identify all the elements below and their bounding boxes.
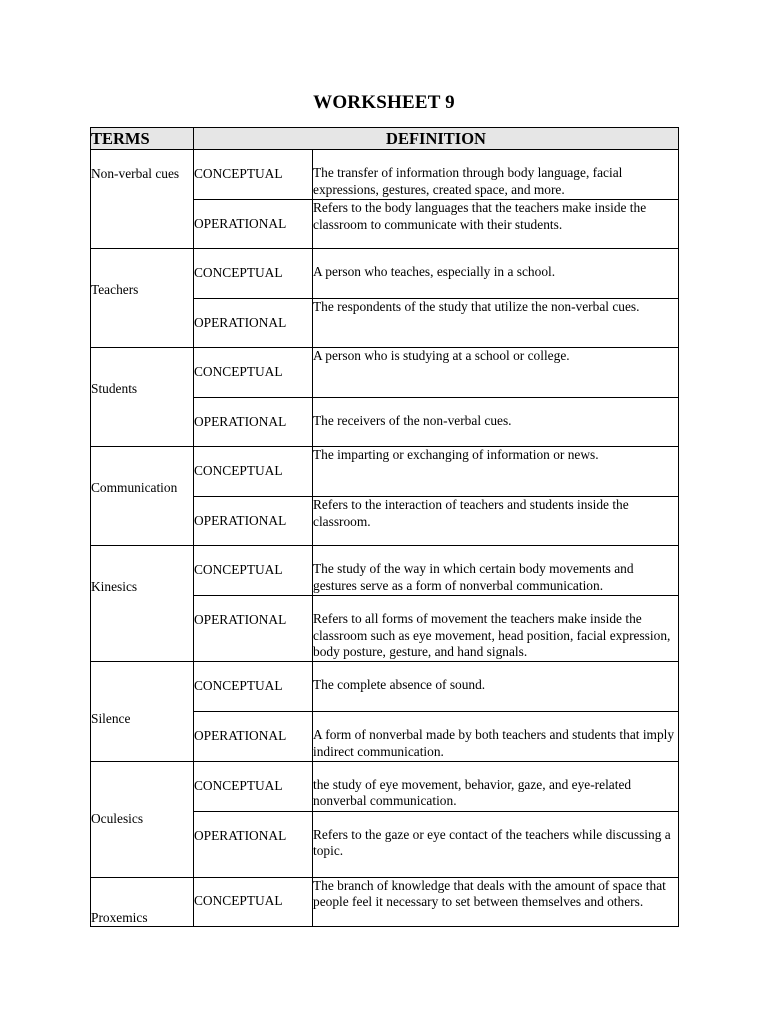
conceptual-label: CONCEPTUAL bbox=[194, 348, 313, 398]
table-row bbox=[91, 546, 679, 596]
table-row bbox=[91, 761, 679, 811]
term-cell: Communication bbox=[91, 447, 194, 546]
operational-label: OPERATIONAL bbox=[194, 811, 313, 877]
operational-label: OPERATIONAL bbox=[194, 596, 313, 662]
operational-definition: Refers to the gaze or eye contact of the teachers while discussing a topic. bbox=[313, 811, 679, 877]
operational-definition: Refers to the body languages that the teachers make inside the classroom to communicate with their students. bbox=[313, 200, 679, 249]
conceptual-definition: A person who teaches, especially in a school. bbox=[313, 249, 679, 299]
table-row bbox=[91, 348, 679, 398]
conceptual-definition: The imparting or exchanging of information or news. bbox=[313, 447, 679, 497]
conceptual-label: CONCEPTUAL bbox=[194, 546, 313, 596]
operational-label: OPERATIONAL bbox=[194, 299, 313, 348]
conceptual-label: CONCEPTUAL bbox=[194, 447, 313, 497]
terms-column-header: TERMS bbox=[91, 128, 194, 150]
table-row bbox=[91, 877, 679, 926]
conceptual-label: CONCEPTUAL bbox=[194, 761, 313, 811]
definition-column-header: DEFINITION bbox=[194, 128, 679, 150]
conceptual-definition: The study of the way in which certain body movements and gestures serve as a form of nonverbal communication. bbox=[313, 546, 679, 596]
operational-label: OPERATIONAL bbox=[194, 200, 313, 249]
conceptual-definition: The complete absence of sound. bbox=[313, 662, 679, 712]
worksheet-title: WORKSHEET 9 bbox=[313, 92, 455, 113]
term-cell: Students bbox=[91, 348, 194, 447]
term-cell: Kinesics bbox=[91, 546, 194, 662]
conceptual-definition: The transfer of information through body language, facial expressions, gestures, created space, and more. bbox=[313, 150, 679, 200]
conceptual-label: CONCEPTUAL bbox=[194, 150, 313, 200]
operational-label: OPERATIONAL bbox=[194, 398, 313, 447]
operational-definition: A form of nonverbal made by both teachers and students that imply indirect communication. bbox=[313, 712, 679, 761]
definitions-table bbox=[90, 127, 679, 927]
term-cell: Oculesics bbox=[91, 761, 194, 877]
term-cell: Non-verbal cues bbox=[91, 150, 194, 249]
operational-definition: Refers to all forms of movement the teachers make inside the classroom such as eye movement, head position, facial expression, body posture, gesture, and hand signals. bbox=[313, 596, 679, 662]
operational-definition: The receivers of the non-verbal cues. bbox=[313, 398, 679, 447]
operational-definition: The respondents of the study that utilize the non-verbal cues. bbox=[313, 299, 679, 348]
term-cell: Proxemics bbox=[91, 877, 194, 926]
operational-label: OPERATIONAL bbox=[194, 497, 313, 546]
term-cell: Teachers bbox=[91, 249, 194, 348]
table-row bbox=[91, 662, 679, 712]
conceptual-label: CONCEPTUAL bbox=[194, 877, 313, 926]
term-cell: Silence bbox=[91, 662, 194, 761]
operational-definition: Refers to the interaction of teachers and students inside the classroom. bbox=[313, 497, 679, 546]
conceptual-label: CONCEPTUAL bbox=[194, 249, 313, 299]
table-header-row bbox=[91, 128, 679, 150]
conceptual-definition: the study of eye movement, behavior, gaze, and eye-related nonverbal communication. bbox=[313, 761, 679, 811]
operational-label: OPERATIONAL bbox=[194, 712, 313, 761]
conceptual-label: CONCEPTUAL bbox=[194, 662, 313, 712]
table-row bbox=[91, 249, 679, 299]
table-row bbox=[91, 150, 679, 200]
conceptual-definition: A person who is studying at a school or college. bbox=[313, 348, 679, 398]
table-row bbox=[91, 447, 679, 497]
conceptual-definition: The branch of knowledge that deals with the amount of space that people feel it necessary to set between themselves and others. bbox=[313, 877, 679, 926]
